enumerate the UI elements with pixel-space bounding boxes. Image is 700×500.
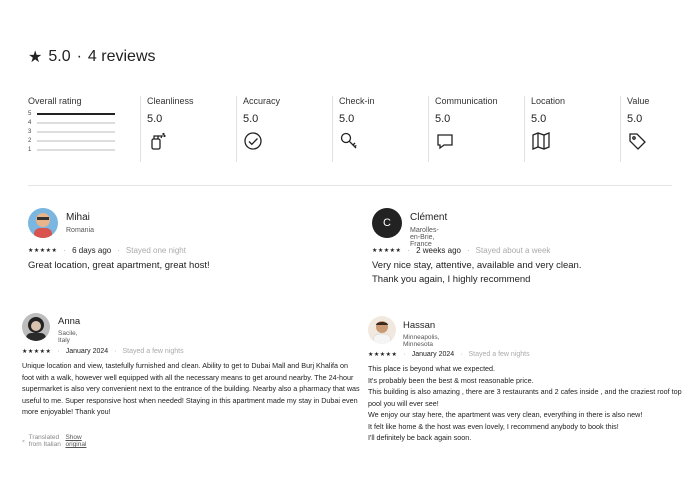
star-icon: ★	[28, 49, 43, 66]
avatar-photo-icon	[22, 313, 50, 341]
section-divider	[28, 185, 672, 186]
category-communication: Communication 5.0	[428, 96, 515, 162]
review-date: 6 days ago	[72, 246, 112, 255]
translation-note	[22, 434, 86, 448]
reviewer-name[interactable]: Mihai	[66, 212, 90, 223]
star-rating: ★★★★★	[22, 349, 52, 355]
dot-separator: ·	[407, 246, 411, 255]
rating-bar	[37, 131, 115, 133]
review-text: Great location, great apartment, great host!	[28, 260, 210, 271]
stay-duration: Stayed about a week	[475, 246, 551, 255]
review-text	[372, 259, 672, 287]
reviewer-location: Marolles-en-Brie, France	[410, 227, 439, 248]
category-cleanliness: Cleanliness 5.0	[140, 96, 227, 162]
avatar-photo-icon	[28, 208, 58, 238]
dot-separator: ·	[117, 246, 120, 255]
rating-row-3: 3	[28, 127, 128, 136]
review-date: 2 weeks ago	[416, 246, 461, 255]
overall-rating	[28, 96, 128, 154]
show-original-link[interactable]: Show original	[65, 434, 87, 448]
review-date: January 2024	[65, 348, 109, 355]
review-meta	[372, 246, 550, 255]
stay-duration: Stayed a few nights	[122, 348, 184, 355]
rating-row-5: 5	[28, 109, 128, 118]
dot-separator: ·	[114, 348, 117, 355]
dot-separator: ·	[57, 348, 60, 355]
key-icon	[339, 131, 359, 151]
review-text-line: I'll definitely be back again soon.	[368, 433, 472, 442]
stay-duration: Stayed a few nights	[468, 351, 530, 358]
reviewer-location: Sacile, Italy	[58, 330, 78, 344]
review-meta	[368, 351, 530, 358]
reviewer-location: Minneapolis, Minnesota	[403, 334, 440, 348]
reviews-count: 4 reviews	[87, 48, 156, 65]
review-date: January 2024	[411, 351, 455, 358]
reviewer-name[interactable]: Anna	[58, 316, 81, 327]
check-circle-icon	[243, 131, 263, 151]
rating-bar	[37, 149, 115, 151]
dot-separator: ·	[460, 351, 463, 358]
stay-duration: Stayed one night	[125, 246, 186, 255]
avatar[interactable]	[372, 208, 402, 238]
avatar[interactable]	[28, 208, 58, 238]
rating-distribution	[28, 109, 128, 154]
review-text-line: This place is beyond what we expected.	[368, 364, 496, 373]
review-text-line: We enjoy our stay here, the apartment was very clean, everything in there is also new!	[368, 410, 643, 419]
star-rating: ★★★★★	[368, 352, 398, 358]
review-meta	[22, 348, 184, 355]
category-location: Location 5.0	[524, 96, 611, 162]
separator: ·	[76, 48, 82, 65]
tag-icon	[627, 131, 647, 151]
translated-label: Translated from Italian	[28, 434, 61, 448]
avatar-initial: C	[383, 217, 391, 229]
category-accuracy: Accuracy 5.0	[236, 96, 323, 162]
rating-bar	[37, 140, 115, 142]
avatar[interactable]	[368, 316, 396, 344]
review-text-line: It felt like home & the host was even lovely, I recommend anybody to book this!	[368, 421, 619, 431]
review-text	[368, 363, 688, 444]
spray-bottle-icon	[147, 131, 167, 151]
rating-row-2: 2	[28, 136, 128, 145]
review-text-line: Very nice stay, attentive, available and very clean.	[372, 260, 582, 271]
reviewer-location: Romania	[66, 227, 95, 234]
rating-row-4: 4	[28, 118, 128, 127]
translate-icon	[22, 438, 26, 445]
rating-row-1: 1	[28, 145, 128, 154]
review-text: Unique location and view, tastefully furnished and clean. Ability to get to Dubai Mall and Burj Khalifa on foot with a walk, however well equipped with all the necessary means to get around nearby. The 24-hour supermarket is also very convenient next to the entrance of the building. Nearby also a pharmacy that was useful to me. Super responsive host when needed! Staying in this apartment made my stay in Dubai even more enjoyable! Thank you!	[22, 361, 360, 416]
rating-bar	[37, 122, 115, 124]
map-icon	[531, 131, 551, 151]
dot-separator: ·	[467, 246, 470, 255]
category-value: Value 5.0	[620, 96, 687, 162]
category-check-in: Check-in 5.0	[332, 96, 419, 162]
star-rating: ★★★★★	[28, 248, 58, 254]
review-text-line: Thank you again, I highly recommend	[372, 274, 531, 285]
rating-breakdown	[28, 96, 668, 162]
review-meta	[28, 246, 186, 255]
reviewer-name[interactable]: Hassan	[403, 320, 436, 331]
dot-separator: ·	[63, 246, 67, 255]
rating-bar	[37, 113, 115, 115]
review-text-line: It's probably been the best & most reasonable price.	[368, 375, 534, 385]
avatar[interactable]	[22, 313, 50, 341]
overall-rating-label: Overall rating	[28, 96, 82, 106]
rating-summary	[28, 47, 156, 67]
rating-value: 5.0	[48, 48, 71, 65]
review-text-line: This building is also amazing , there are 3 restaurants and 2 cafes inside , and the craziest roof top pool you will ever see!	[368, 387, 682, 408]
avatar-photo-icon	[368, 316, 396, 344]
dot-separator: ·	[403, 351, 406, 358]
message-icon	[435, 131, 455, 151]
reviewer-name[interactable]: Clément	[410, 212, 448, 223]
star-rating: ★★★★★	[372, 248, 402, 254]
